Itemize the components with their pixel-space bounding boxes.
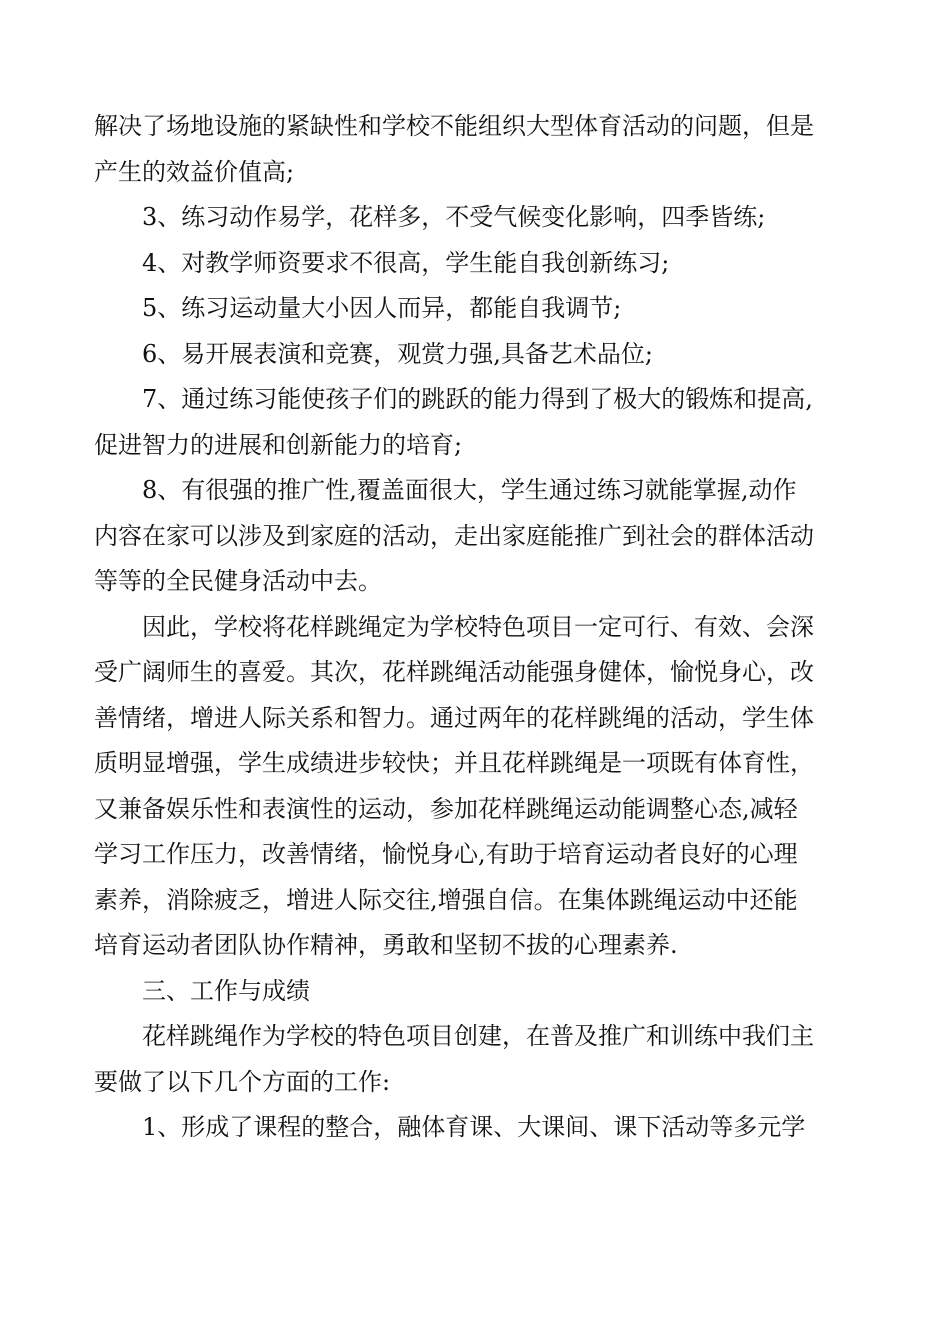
text-line: 学习工作压力，改善情绪，愉悦身心,有助于培育运动者良好的心理 xyxy=(94,840,798,868)
list-item: 3、练习动作易学，花样多，不受气候变化影响，四季皆练; xyxy=(142,203,766,231)
text-line: 受广阔师生的喜爱。其次，花样跳绳活动能强身健体，愉悦身心，改 xyxy=(94,658,814,686)
list-item: 6、易开展表演和竞赛，观赏力强,具备艺术品位; xyxy=(142,339,653,368)
text-line: 产生的效益价值高; xyxy=(94,157,295,186)
list-item: 1、形成了课程的整合，融体育课、大课间、课下活动等多元学 xyxy=(142,1113,806,1141)
list-item: 5、练习运动量大小因人而异，都能自我调节; xyxy=(142,294,622,322)
text-line: 内容在家可以涉及到家庭的活动，走出家庭能推广到社会的群体活动 xyxy=(94,521,814,550)
text-line: 培育运动者团队协作精神，勇敢和坚韧不拔的心理素养. xyxy=(94,931,678,959)
paragraph-start: 因此，学校将花样跳绳定为学校特色项目一定可行、有效、会深 xyxy=(142,612,814,641)
text-line: 善情绪，增进人际关系和智力。通过两年的花样跳绳的活动，学生体 xyxy=(94,703,814,732)
body-text xyxy=(94,104,860,1151)
text-line: 解决了场地设施的紧缺性和学校不能组织大型体育活动的问题，但是 xyxy=(94,112,814,140)
section-heading: 三、工作与成绩 xyxy=(142,976,310,1005)
text-line: 促进智力的进展和创新能力的培育; xyxy=(94,430,463,459)
text-line: 等等的全民健身活动中去。 xyxy=(94,567,382,595)
paragraph-start: 花样跳绳作为学校的特色项目创建，在普及推广和训练中我们主 xyxy=(142,1022,814,1050)
list-item: 4、对教学师资要求不很高，学生能自我创新练习; xyxy=(142,248,670,277)
list-item: 8、有很强的推广性,覆盖面很大，学生通过练习就能掌握,动作 xyxy=(142,476,797,504)
list-item: 7、通过练习能使孩子们的跳跃的能力得到了极大的锻炼和提高, xyxy=(142,385,813,413)
text-line: 素养，消除疲乏，增进人际交往,增强自信。在集体跳绳运动中还能 xyxy=(94,885,798,914)
text-line: 又兼备娱乐性和表演性的运动，参加花样跳绳运动能调整心态,减轻 xyxy=(94,794,798,823)
text-line: 质明显增强，学生成绩进步较快；并且花样跳绳是一项既有体育性， xyxy=(94,749,814,777)
text-line: 要做了以下几个方面的工作: xyxy=(94,1067,391,1096)
